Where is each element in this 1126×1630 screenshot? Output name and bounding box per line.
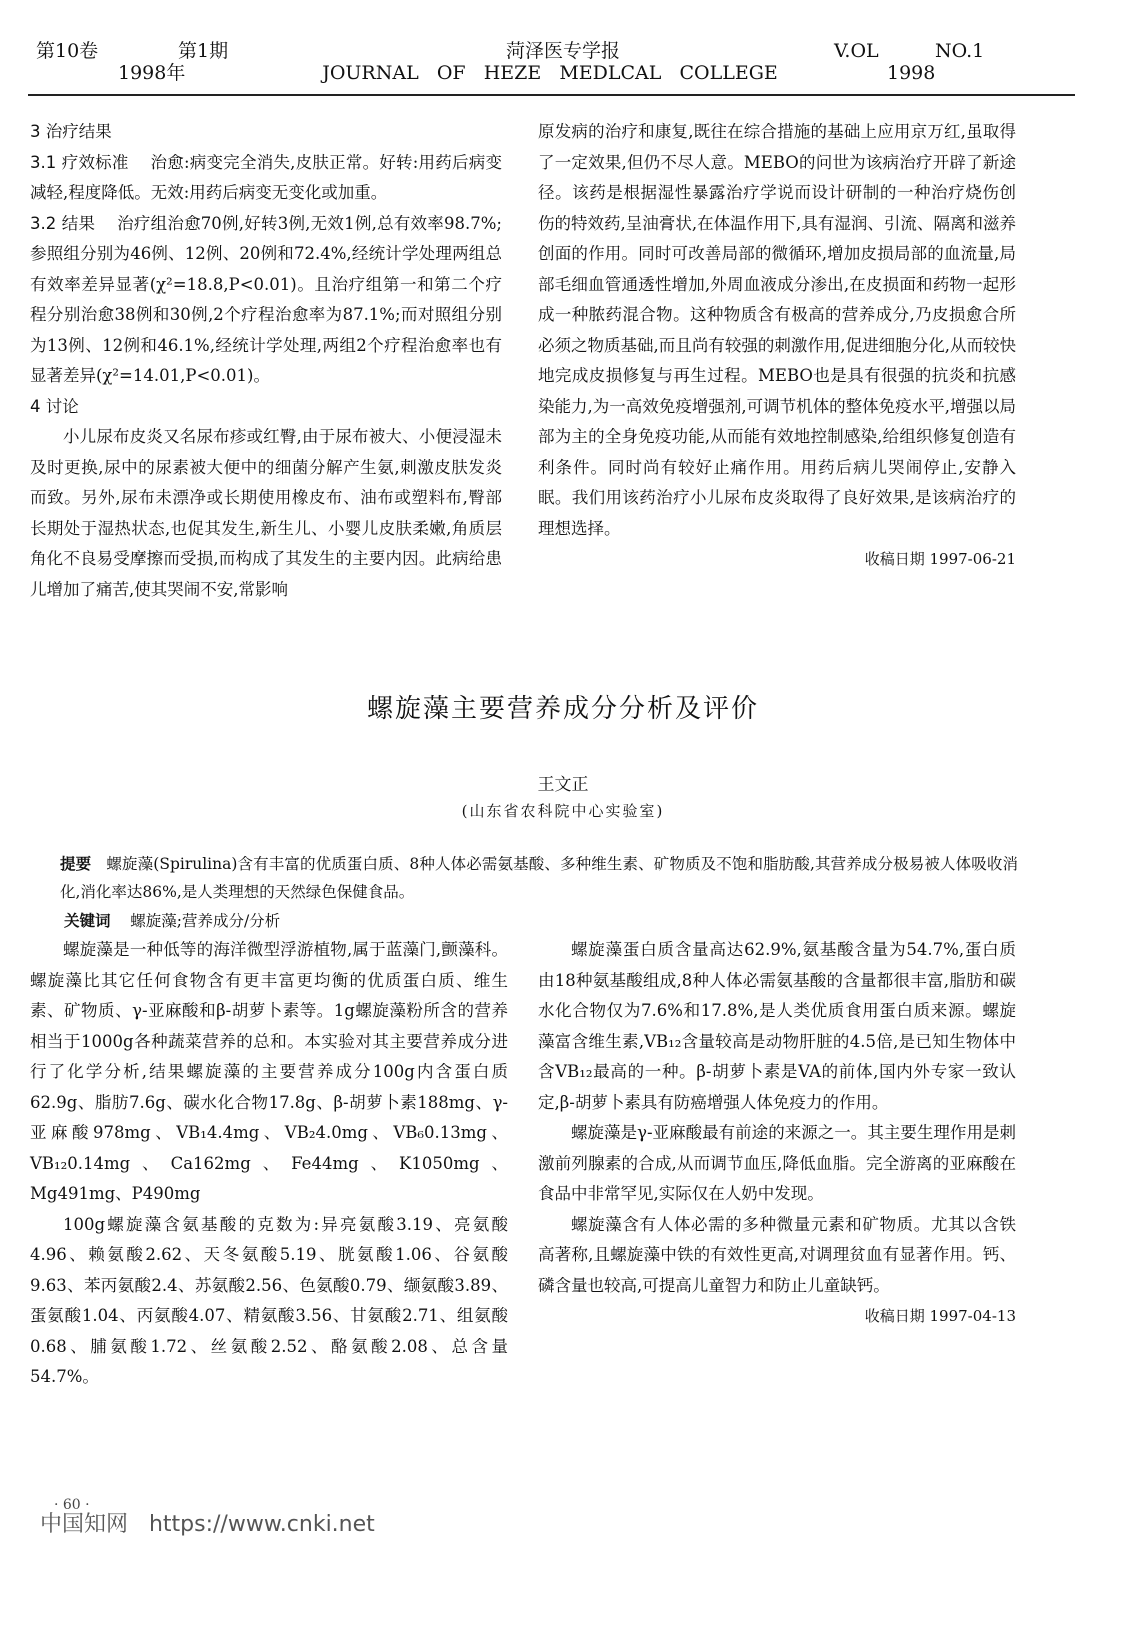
article2-right-paragraph-3: 螺旋藻含有人体必需的多种微量元素和矿物质。尤其以含铁高著称,且螺旋藻中铁的有效性更高,对调理贫血有显著作用。钙、磷含量也较高,可提高儿童智力和防止儿童缺钙。 (538, 1214, 1016, 1295)
keywords-block (64, 907, 664, 935)
vol-en: V.OL (834, 40, 879, 62)
article2-right-paragraph-1: 螺旋藻蛋白质含量高达62.9%,氨基酸含量为54.7%,蛋白质由18种氨基酸组成,8种人体必需氨基酸的含量都很丰富,脂肪和碳水化合物仅为7.6%和17.8%,是人类优质食用蛋白质来源。螺旋藻富含维生素,VB₁₂含量较高是动物肝脏的4.5倍,是已知生物体中含VB₁₂最高的一种。β-胡萝卜素是VA的前体,国内外专家一致认定,β-胡萝卜素具有防癌增强人体免疫力的作用。 (538, 940, 1016, 1112)
header-rule (28, 94, 1075, 96)
page-number: · 60 · (54, 1497, 90, 1513)
article1-right-text: 原发病的治疗和康复,既往在综合措施的基础上应用京万红,虽取得了一定效果,但仍不尽人意。MEBO的问世为该病治疗开辟了新途径。该药是根据湿性暴露治疗学说而设计研制的一种治疗烧伤创伤的特效药,呈油膏状,在体温作用下,具有湿润、引流、隔离和滋养创面的作用。同时可改善局部的微循环,增加皮损局部的血流量,局部毛细血管通透性增加,外周血液成分渗出,在皮损面和药物一起形成一种脓药混合物。这种物质含有极高的营养成分,乃皮损愈合所必须之物质基础,而且尚有较强的刺激作用,促进细胞分化,从而较快地完成皮损修复与再生过程。MEBO也是具有很强的抗炎和抗感染能力,为一高效免疫增强剂,可调节机体的整体免疫水平,增强以局部为主的全身免疫功能,从而能有效地控制感染,给组织修复创造有利条件。同时尚有较好止痛作用。用药后病儿哭闹停止,安静入眠。我们用该药治疗小儿尿布皮炎取得了良好效果,是该病治疗的理想选择。 (538, 122, 1016, 538)
cnki-watermark: 中国知网 https://www.cnki.net (40, 1512, 375, 1537)
no-en: NO.1 (935, 40, 985, 62)
year-left: 1998年 (118, 62, 186, 84)
journal-name-en: JOURNAL OF HEZE MEDLCAL COLLEGE (322, 62, 778, 84)
article1-received-date: 收稿日期 1997-06-21 (864, 550, 1016, 568)
abstract-label: 提要 (60, 855, 92, 873)
abstract-block (60, 850, 1018, 906)
article2-affiliation: (山东省农科院中心实验室) (461, 802, 665, 820)
volume-label: 第10卷 (36, 40, 99, 62)
section-4-text: 小儿尿布皮炎又名尿布疹或红臀,由于尿布被大、小便浸湿未及时更换,尿中的尿素被大便中的细菌分解产生氨,刺激皮肤发炎而致。另外,尿布未漂净或长期使用橡皮布、油布或塑料布,臀部长期处于湿热状态,也促其发生,新生儿、小婴儿皮肤柔嫩,角质层角化不良易受摩擦而受损,而构成了其发生的主要内因。此病给患儿增加了痛苦,使其哭闹不安,常影响 (30, 427, 502, 599)
journal-name-cn: 菏泽医专学报 (505, 40, 620, 62)
article2-title: 螺旋藻主要营养成分分析及评价 (366, 694, 759, 724)
article2-right-column (538, 935, 1016, 1332)
section-3-2-label: 3.2 结果 (30, 213, 96, 233)
section-4-heading: 4 讨论 (30, 396, 79, 416)
section-3-1-text: 治愈:病变完全消失,皮肤正常。好转:用药后病变减轻,程度降低。无效:用药后病变无变化或加重。 (30, 152, 502, 202)
keywords-label: 关键词 (64, 912, 111, 930)
article2-right-paragraph-2: 螺旋藻是γ-亚麻酸最有前途的来源之一。其主要生理作用是刺激前列腺素的合成,从而调节血压,降低血脂。完全游离的亚麻酸在食品中非常罕见,实际仅在人奶中发现。 (538, 1123, 1016, 1203)
article2-left-paragraph-1: 螺旋藻是一种低等的海洋微型浮游植物,属于蓝藻门,颤藻科。螺旋藻比其它任何食物含有更丰富更均衡的优质蛋白质、维生素、矿物质、γ-亚麻酸和β-胡萝卜素等。1g螺旋藻粉所含的营养相当于1000g各种蔬菜营养的总和。本实验对其主要营养成分进行了化学分析,结果螺旋藻的主要营养成分100g内含蛋白质62.9g、脂肪7.6g、碳水化合物17.8g、β-胡萝卜素188mg、γ-亚麻酸978mg、VB₁4.4mg、VB₂4.0mg、VB₆0.13mg、VB₁₂0.14mg、Ca162mg、Fe44mg、K1050mg、Mg491mg、P490mg (30, 940, 508, 1203)
article2-left-paragraph-2: 100g螺旋藻含氨基酸的克数为:异亮氨酸3.19、亮氨酸4.96、赖氨酸2.62、天冬氨酸5.19、胱氨酸1.06、谷氨酸9.63、苯丙氨酸2.4、苏氨酸2.56、色氨酸0.79、缬氨酸3.89、蛋氨酸1.04、丙氨酸4.07、精氨酸3.56、甘氨酸2.71、组氨酸0.68、脯氨酸1.72、丝氨酸2.52、酪氨酸2.08、总含量54.7%。 (30, 1214, 508, 1386)
section-3-1-label: 3.1 疗效标准 (30, 152, 129, 172)
article2-left-column (30, 935, 508, 1393)
issue-label: 第1期 (178, 40, 229, 62)
abstract-text: 螺旋藻(Spirulina)含有丰富的优质蛋白质、8种人体必需氨基酸、多种维生素、矿物质及不饱和脂肪酸,其营养成分极易被人体吸收消化,消化率达86%,是人类理想的天然绿色保健食品。 (60, 855, 1018, 901)
keywords-text: 螺旋藻;营养成分/分析 (130, 912, 281, 930)
article1-left-column (30, 117, 502, 605)
section-3-2-text: 治疗组治愈70例,好转3例,无效1例,总有效率98.7%;参照组分别为46例、12例、20例和72.4%,经统计学处理两组总有效率差异显著(χ²=18.8,P<0.01)。且治疗组第一和第二个疗程分别治愈38例和30例,2个疗程治愈率为87.1%;而对照组分别为13例、12例和46.1%,经统计学处理,两组2个疗程治愈率也有显著差异(χ²=14.01,P<0.01)。 (30, 213, 502, 385)
article2-received-date: 收稿日期 1997-04-13 (864, 1307, 1016, 1325)
section-3-heading: 3 治疗结果 (30, 122, 112, 141)
article1-right-column (538, 117, 1016, 575)
year-right: 1998 (887, 62, 936, 84)
article2-author: 王文正 (537, 775, 589, 795)
